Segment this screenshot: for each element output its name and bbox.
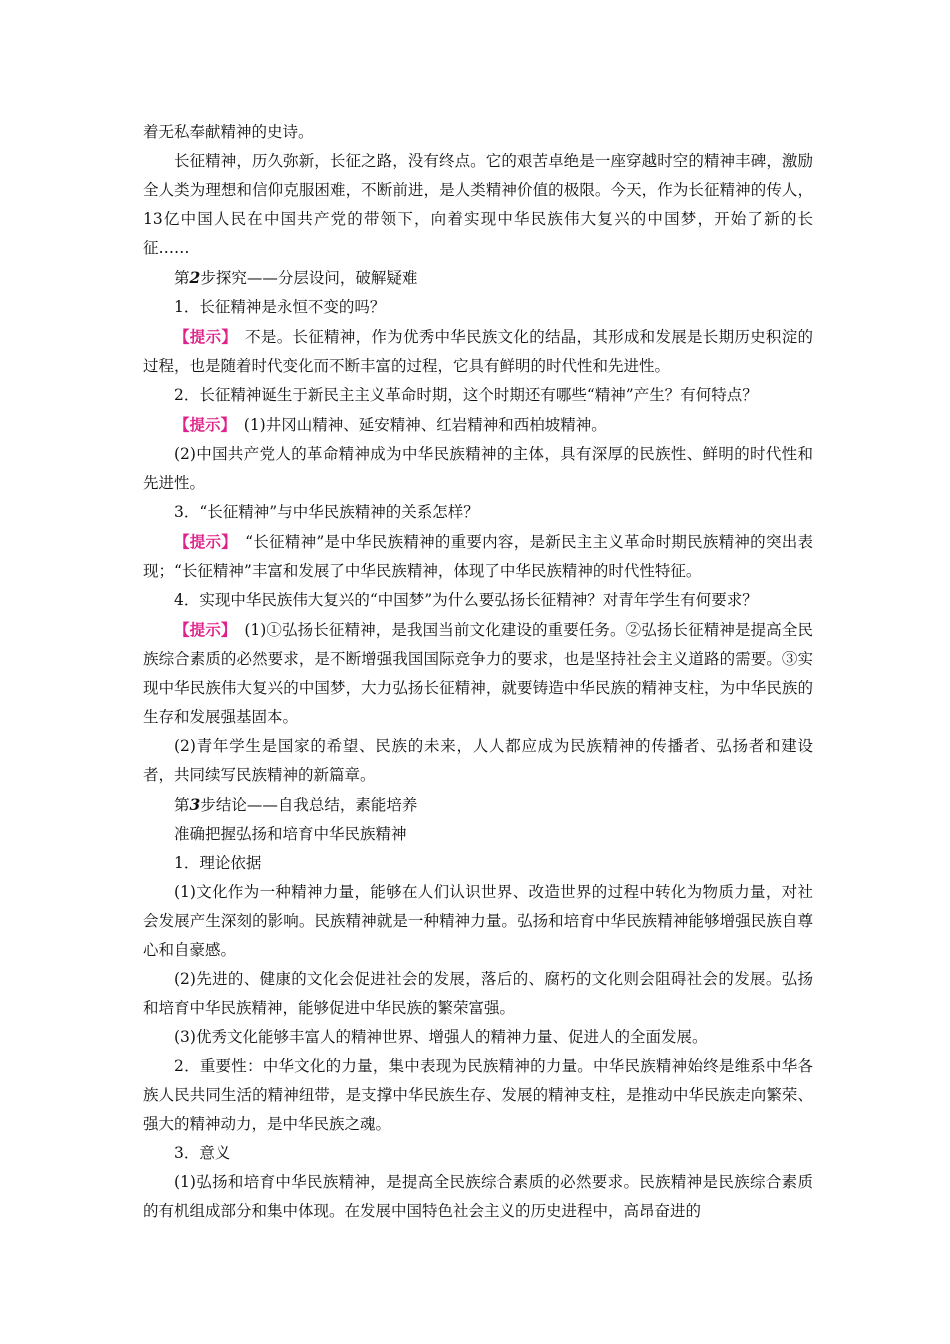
paragraph bbox=[143, 965, 813, 1023]
step-text: 第 bbox=[174, 269, 190, 287]
paragraph-text: 2．长征精神诞生于新民主主义革命时期，这个时期还有哪些“精神”产生？有何特点？ bbox=[174, 386, 758, 404]
paragraph-text: 1．理论依据 bbox=[174, 854, 262, 872]
paragraph-text: (3)优秀文化能够丰富人的精神世界、增强人的精神力量、促进人的全面发展。 bbox=[174, 1028, 708, 1046]
paragraph-text: (2)中国共产党人的革命精神成为中华民族精神的主体，具有深厚的民族性、鲜明的时代性和先进性。 bbox=[143, 445, 813, 492]
paragraph-text: 4．实现中华民族伟大复兴的“中国梦”为什么要弘扬长征精神？对青年学生有何要求？ bbox=[174, 591, 758, 609]
hint-label: 【提示】 bbox=[174, 620, 229, 639]
step-text: 步结论——自我总结，素能培养 bbox=[200, 796, 418, 814]
paragraph-text: 长征精神，历久弥新，长征之路，没有终点。它的艰苦卓绝是一座穿越时空的精神丰碑，激励全人类为理想和信仰克服困难，不断前进，是人类精神价值的极限。今天，作为长征精神的传人，13亿中国人民在中国共产党的带领下，向着实现中华民族伟大复兴的中国梦，开始了新的长征…… bbox=[143, 152, 813, 257]
paragraph-text: 3．意义 bbox=[174, 1144, 231, 1162]
paragraph-text: 3．“长征精神”与中华民族精神的关系怎样？ bbox=[174, 503, 479, 521]
paragraph bbox=[143, 322, 813, 381]
paragraph bbox=[143, 263, 813, 293]
paragraph bbox=[143, 878, 813, 965]
step-number: 2 bbox=[189, 268, 201, 287]
paragraph-text: (2)先进的、健康的文化会促进社会的发展，落后的、腐朽的文化则会阻碍社会的发展。弘扬和培育中华民族精神，能够促进中华民族的繁荣富强。 bbox=[143, 970, 813, 1017]
paragraph-text: 着无私奉献精神的史诗。 bbox=[143, 123, 314, 141]
paragraph bbox=[143, 293, 813, 322]
paragraph bbox=[143, 381, 813, 410]
paragraph bbox=[143, 410, 813, 440]
paragraph-text: 1．长征精神是永恒不变的吗？ bbox=[174, 298, 386, 316]
paragraph-text: (1)井冈山精神、延安精神、红岩精神和西柏坡精神。 bbox=[228, 416, 607, 434]
paragraph bbox=[143, 1052, 813, 1139]
paragraph bbox=[143, 790, 813, 820]
paragraph-text: 不是。长征精神，作为优秀中华民族文化的结晶，其形成和发展是长期历史积淀的过程，也是随着时代变化而不断丰富的过程，它具有鲜明的时代性和先进性。 bbox=[143, 328, 813, 375]
paragraph bbox=[143, 586, 813, 615]
document-page bbox=[143, 118, 813, 1226]
paragraph bbox=[143, 615, 813, 732]
step-text: 步探究——分层设问，破解疑难 bbox=[200, 269, 418, 287]
paragraph bbox=[143, 732, 813, 790]
step-text: 第 bbox=[174, 796, 190, 814]
paragraph-text: “长征精神”是中华民族精神的重要内容，是新民主主义革命时期民族精神的突出表现；“长征精神”丰富和发展了中华民族精神，体现了中华民族精神的时代性特征。 bbox=[143, 533, 813, 580]
paragraph bbox=[143, 118, 813, 147]
paragraph-text: 2．重要性：中华文化的力量，集中表现为民族精神的力量。中华民族精神始终是维系中华各族人民共同生活的精神纽带，是支撑中华民族生存、发展的精神支柱，是推动中华民族走向繁荣、强大的精神动力，是中华民族之魂。 bbox=[143, 1057, 813, 1133]
hint-label: 【提示】 bbox=[174, 532, 230, 551]
paragraph bbox=[143, 527, 813, 586]
paragraph bbox=[143, 1168, 813, 1226]
paragraph-text: (2)青年学生是国家的希望、民族的未来，人人都应成为民族精神的传播者、弘扬者和建设者，共同续写民族精神的新篇章。 bbox=[143, 737, 813, 784]
paragraph bbox=[143, 1139, 813, 1168]
hint-label: 【提示】 bbox=[174, 327, 230, 346]
paragraph bbox=[143, 849, 813, 878]
paragraph bbox=[143, 147, 813, 263]
paragraph-text: (1)①弘扬长征精神，是我国当前文化建设的重要任务。②弘扬长征精神是提高全民族综合素质的必然要求，是不断增强我国国际竞争力的要求，也是坚持社会主义道路的需要。③实现中华民族伟大复兴的中国梦，大力弘扬长征精神，就要铸造中华民族的精神支柱，为中华民族的生存和发展强基固本。 bbox=[143, 621, 813, 726]
hint-label: 【提示】 bbox=[174, 415, 229, 434]
step-number: 3 bbox=[189, 795, 201, 814]
paragraph bbox=[143, 498, 813, 527]
paragraph-text: (1)文化作为一种精神力量，能够在人们认识世界、改造世界的过程中转化为物质力量，对社会发展产生深刻的影响。民族精神就是一种精神力量。弘扬和培育中华民族精神能够增强民族自尊心和自豪感。 bbox=[143, 883, 813, 959]
paragraph bbox=[143, 1023, 813, 1052]
paragraph-text: (1)弘扬和培育中华民族精神，是提高全民族综合素质的必然要求。民族精神是民族综合素质的有机组成部分和集中体现。在发展中国特色社会主义的历史进程中，高昂奋进的 bbox=[143, 1173, 813, 1220]
paragraph-text: 准确把握弘扬和培育中华民族精神 bbox=[174, 825, 407, 843]
paragraph bbox=[143, 440, 813, 498]
paragraph bbox=[143, 820, 813, 849]
